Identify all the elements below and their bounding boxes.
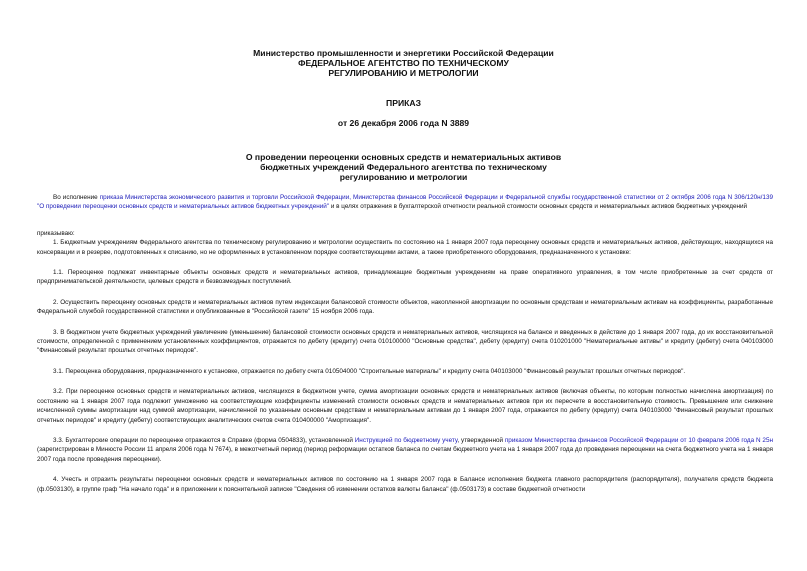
document-title-line1: О проведении переоценки основных средств и нематериальных активов bbox=[245, 152, 562, 162]
document-type: ПРИКАЗ bbox=[386, 98, 421, 108]
document-title-line3: регулированию и метрологии bbox=[339, 172, 468, 182]
paragraph-1-1: 1.1. Переоценке подлежат инвентарные объекты основных средств и нематериальных активов, принадлежащие бюджетным учреждениям на праве оперативного управления, в том числе приобретенные за счет средств от предпринимательской деятельности, целевых средств и безвозмездных поступлений. bbox=[37, 269, 773, 286]
paragraph-3-1: 3.1. Переоценка оборудования, предназначенного к установке, отражается по дебету счета 010504000 "Строительные материалы" и кредиту счета 040103000 "Финансовый результат прошлых отчетных периодов". bbox=[53, 367, 686, 375]
ministry-name: Министерство промышленности и энергетики Российской Федерации bbox=[253, 48, 554, 58]
p33-part1: 3.3. Бухгалтерские операции по переоценке отражаются в Справке (форма 0504833), установленной bbox=[53, 436, 353, 444]
document-header bbox=[0, 48, 807, 182]
p33-part2: , утвержденной bbox=[457, 436, 504, 444]
paragraph-2: 2. Осуществить переоценку основных средств и нематериальных активов путем индексации балансовой стоимости объектов, накопленной амортизации по основным средствам и нематериальным активам на коэффициенты, разработанные Федеральной службой государственной статистики и опубликованные в "Российской газете" 15 ноября 2006 года. bbox=[37, 298, 773, 316]
paragraph-4: 4. Учесть и отразить результаты переоценки основных средств и нематериальных активов по состоянию на 1 января 2007 года в Балансе исполнения бюджета главного распорядителя (распорядителя), получателя средств бюджета (ф.0503130), в группе граф "На начало года" и в приложении к пояснительной записке "Сведения об изменении остатков валюты баланса" (ф.0503173) в составе бюджетной отчетности bbox=[37, 476, 773, 493]
paragraph-3: 3. В бюджетном учете бюджетных учреждений увеличение (уменьшение) балансовой стоимости основных средств и нематериальных активов, числящихся на балансе и введенных в действие до 1 января 2007 года, до их восстановительной стоимости, определенной с применением установленных коэффициентов, отражается по дебету (кредиту) счета 010100000 "Основные средства", дебету (кредиту) счета 010201000 "Нематериальные активы" и кредиту (дебету) счета 040103000 "Финансовый результат прошлых отчетных периодов". bbox=[37, 328, 773, 355]
p33-part3: (зарегистрирован в Минюсте России 11 апреля 2006 года N 7674), в межотчетный период (период реформации остатков баланса по счетам бюджетного учета на 1 января 2007 года до проведения переоценки на счета бюджетного учета на 1 января 2007 года после проведения переоценки). bbox=[37, 446, 773, 463]
order-link[interactable]: приказа Министерства экономического развития и торговли Российской Федерации, Министерства финансов Российской Федерации и Федеральной службы государственной статистики от 2 октября 2006 года N 306/120н/139 "О проведении переоценки основных средств и нематериальных активов бюджетных учреждений" bbox=[37, 194, 774, 211]
order-word: приказываю: bbox=[37, 229, 75, 237]
instruction-link[interactable]: Инструкцией по бюджетному учету bbox=[354, 436, 458, 444]
agency-name-line2: РЕГУЛИРОВАНИЮ И МЕТРОЛОГИИ bbox=[328, 68, 479, 78]
intro-tail: и в целях отражения в бухгалтерской отчетности реальной стоимости основных средств и нематериальных активов бюджетных учреждений bbox=[330, 203, 748, 211]
intro-paragraph bbox=[37, 193, 773, 212]
paragraph-3-2: 3.2. При переоценке основных средств и нематериальных активов, числящихся в бюджетном учете, сумма амортизации основных средств и нематериальных активов (включая объекты, по которым полностью начислена амортизация) по состоянию на 1 января 2007 года подлежит умножению на соответствующие коэффициенты изменений стоимости основных средств и нематериальных активов при их пересчете в восстановительную стоимость. Превышение или снижение исчисленной суммы амортизации над суммой амортизации, начисленной по указанным основным средствам и нематериальным активам до 1 января 2007 года, отражается по дебету (кредиту) счета 040103000 "Финансовый результат прошлых отчетных периодов" и кредиту (дебету) соответствующих аналитических счетов счета 010400000 "Амортизация". bbox=[37, 388, 773, 424]
minfin-order-link[interactable]: приказом Министерства финансов Российской Федерации от 10 февраля 2006 года N 25н bbox=[504, 436, 773, 444]
intro-lead: Во исполнение bbox=[53, 194, 98, 201]
document-body bbox=[37, 193, 773, 494]
paragraph-3-3 bbox=[37, 436, 773, 464]
document-date: от 26 декабря 2006 года N 3889 bbox=[337, 118, 470, 128]
agency-name-line1: ФЕДЕРАЛЬНОЕ АГЕНТСТВО ПО ТЕХНИЧЕСКОМУ bbox=[298, 58, 509, 68]
paragraph-1: 1. Бюджетным учреждениям Федерального агентства по техническому регулированию и метрологии осуществить по состоянию на 1 января 2007 года переоценку основных средств и нематериальных активов, действующих, находящихся на консервации и в резерве, подготовленных к списанию, но не оформленных в установленном порядке соответствующими актами, а также приобретенного оборудования, предназначенного к установке: bbox=[37, 239, 773, 256]
document-title-line2: бюджетных учреждений Федерального агентства по техническому bbox=[260, 162, 547, 172]
